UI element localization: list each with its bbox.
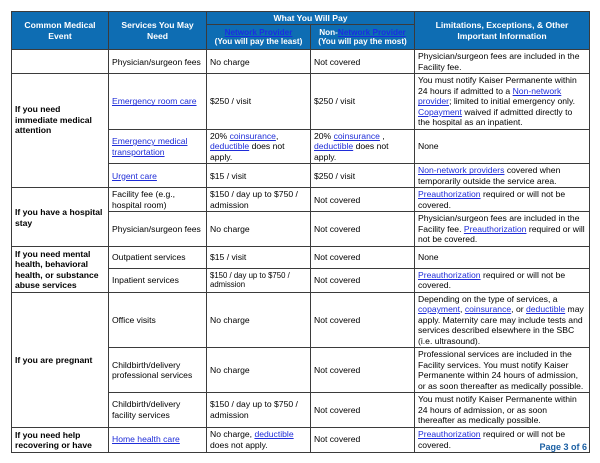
event-mental-health: If you need mental health, behavioral health, or substance abuse services: [12, 246, 109, 292]
network-cost: [207, 129, 311, 163]
cost-text: ,: [275, 130, 279, 141]
service-cell: Childbirth/delivery facility services: [109, 393, 207, 427]
coinsurance-link[interactable]: coinsurance: [464, 304, 512, 315]
info-text: waived if admitted directly to the hospital as an inpatient.: [418, 106, 573, 128]
service-cell: Inpatient services: [109, 268, 207, 292]
service-cell: [109, 164, 207, 188]
deductible-link[interactable]: deductible: [210, 141, 250, 152]
emergency-room-link[interactable]: Emergency room care: [112, 96, 197, 107]
event-cell-empty: [12, 50, 109, 74]
network-cost: No charge: [207, 292, 311, 347]
info-text: required or will not be covered.: [418, 429, 566, 450]
event-pregnant: If you are pregnant: [12, 292, 109, 427]
preauthorization-link[interactable]: Preauthorization: [418, 189, 481, 200]
info-cell: You must notify Kaiser Permanente within 24 hours of admission, or as soon thereafter as medically possible.: [415, 393, 590, 427]
copayment-link[interactable]: copayment: [418, 304, 461, 315]
info-cell: None: [415, 129, 590, 163]
preauthorization-link[interactable]: Preauthorization: [418, 429, 481, 440]
non-network-pays: (You will pay the most): [318, 37, 407, 47]
non-network-provider-link[interactable]: Network Provider: [337, 28, 406, 38]
network-cost: $150 / day up to $750 / admission: [207, 393, 311, 427]
info-text: covered when temporarily outside the service area.: [418, 165, 561, 186]
header-non-network: [311, 25, 415, 50]
service-cell: Outpatient services: [109, 246, 207, 268]
non-network-providers-link[interactable]: Non-network providers: [418, 165, 505, 176]
non-network-cost: Not covered: [311, 393, 415, 427]
service-cell: Physician/surgeon fees: [109, 50, 207, 74]
preauthorization-link[interactable]: Preauthorization: [418, 269, 481, 280]
non-prefix: Non-: [319, 28, 338, 38]
info-text: Depending on the type of services, a: [418, 293, 558, 304]
network-cost: No charge: [207, 348, 311, 393]
network-cost: $150 / day up to $750 / admission: [207, 188, 311, 212]
network-cost: [207, 427, 311, 452]
service-cell: Office visits: [109, 292, 207, 347]
table-row: [12, 74, 590, 129]
non-network-cost: $250 / visit: [311, 74, 415, 129]
info-cell: Physician/surgeon fees are included in the Facility fee.: [415, 50, 590, 74]
info-cell: [415, 164, 590, 188]
sbc-page: [11, 11, 589, 453]
info-text: , or: [511, 304, 526, 315]
copayment-link[interactable]: Copayment: [418, 106, 462, 117]
cost-text: ,: [379, 130, 385, 141]
network-cost: $15 / visit: [207, 246, 311, 268]
emergency-transport-link[interactable]: Emergency medical transportation: [112, 136, 188, 157]
non-network-cost: Not covered: [311, 292, 415, 347]
info-text: ; limited to initial emergency only.: [449, 96, 575, 107]
network-cost: $15 / visit: [207, 164, 311, 188]
coinsurance-link[interactable]: coinsurance: [333, 130, 380, 141]
network-pays: (You will pay the least): [214, 37, 303, 47]
urgent-care-link[interactable]: Urgent care: [112, 170, 157, 181]
service-cell: [109, 74, 207, 129]
network-provider-link[interactable]: Network Provider: [224, 28, 293, 38]
non-network-provider-link[interactable]: Non-network provider: [418, 85, 562, 107]
table-row: [12, 246, 590, 268]
cost-text: No charge,: [210, 429, 255, 440]
network-cost: $150 / day up to $750 / admission: [207, 268, 311, 292]
cost-text: 20%: [314, 130, 334, 141]
service-cell: [109, 427, 207, 452]
info-text: Physician/surgeon fees are included in the Facility fee.: [418, 213, 580, 234]
non-network-cost: [311, 129, 415, 163]
info-text: required or will not be covered.: [418, 269, 566, 291]
table-row: [12, 188, 590, 212]
header-event: Common Medical Event: [12, 12, 109, 50]
table-row: [12, 292, 590, 347]
benefits-table: [11, 11, 590, 453]
header-what-you-pay: What You Will Pay: [207, 12, 415, 25]
info-cell: [415, 268, 590, 292]
non-network-cost: Not covered: [311, 246, 415, 268]
non-network-cost: Not covered: [311, 427, 415, 452]
header-network: [207, 25, 311, 50]
info-cell: [415, 188, 590, 212]
table-row: [12, 427, 590, 452]
table-row: [12, 50, 590, 74]
info-cell: None: [415, 246, 590, 268]
cost-text: does not apply.: [210, 141, 285, 162]
page-number: Page 3 of 6: [539, 442, 587, 452]
info-cell: Professional services are included in the Facility services. You must notify Kaiser Permanente within 24 hours of admission, or as soon thereafter as medically possible.: [415, 348, 590, 393]
non-network-cost: $250 / visit: [311, 164, 415, 188]
info-cell: [415, 74, 590, 129]
non-network-cost: Not covered: [311, 348, 415, 393]
network-cost: No charge: [207, 50, 311, 74]
info-text: may apply. Maternity care may include tests and services described elsewhere in the SBC (i.e. ultrasound).: [418, 304, 584, 346]
cost-text: does not apply.: [314, 141, 389, 162]
non-network-cost: Not covered: [311, 50, 415, 74]
home-health-care-link[interactable]: Home health care: [112, 434, 180, 445]
event-recovering: If you need help recovering or have: [12, 427, 109, 452]
non-network-cost: Not covered: [311, 212, 415, 246]
non-network-cost: Not covered: [311, 268, 415, 292]
network-cost: $250 / visit: [207, 74, 311, 129]
deductible-link[interactable]: deductible: [254, 429, 294, 440]
event-hospital-stay: If you have a hospital stay: [12, 188, 109, 246]
coinsurance-link[interactable]: coinsurance: [229, 130, 276, 141]
info-text: required or will not be covered.: [418, 223, 585, 245]
event-immediate-attention: If you need immediate medical attention: [12, 74, 109, 188]
cost-text: 20%: [210, 130, 230, 141]
service-cell: Childbirth/delivery professional services: [109, 348, 207, 393]
header-limitations: Limitations, Exceptions, & Other Important Information: [415, 12, 590, 50]
info-text: required or will not be covered.: [418, 189, 566, 210]
service-cell: Facility fee (e.g., hospital room): [109, 188, 207, 212]
network-cost: No charge: [207, 212, 311, 246]
service-cell: Physician/surgeon fees: [109, 212, 207, 246]
preauthorization-link[interactable]: Preauthorization: [463, 223, 527, 234]
deductible-link[interactable]: deductible: [525, 304, 566, 315]
info-text: ,: [460, 304, 465, 315]
deductible-link[interactable]: deductible: [314, 141, 354, 152]
non-network-cost: Not covered: [311, 188, 415, 212]
service-cell: [109, 129, 207, 163]
info-cell: [415, 292, 590, 347]
header-services: Services You May Need: [109, 12, 207, 50]
info-cell: [415, 212, 590, 246]
cost-text: does not apply.: [210, 439, 268, 450]
info-text: You must notify Kaiser Permanente within 24 hours if admitted to a: [418, 75, 577, 96]
